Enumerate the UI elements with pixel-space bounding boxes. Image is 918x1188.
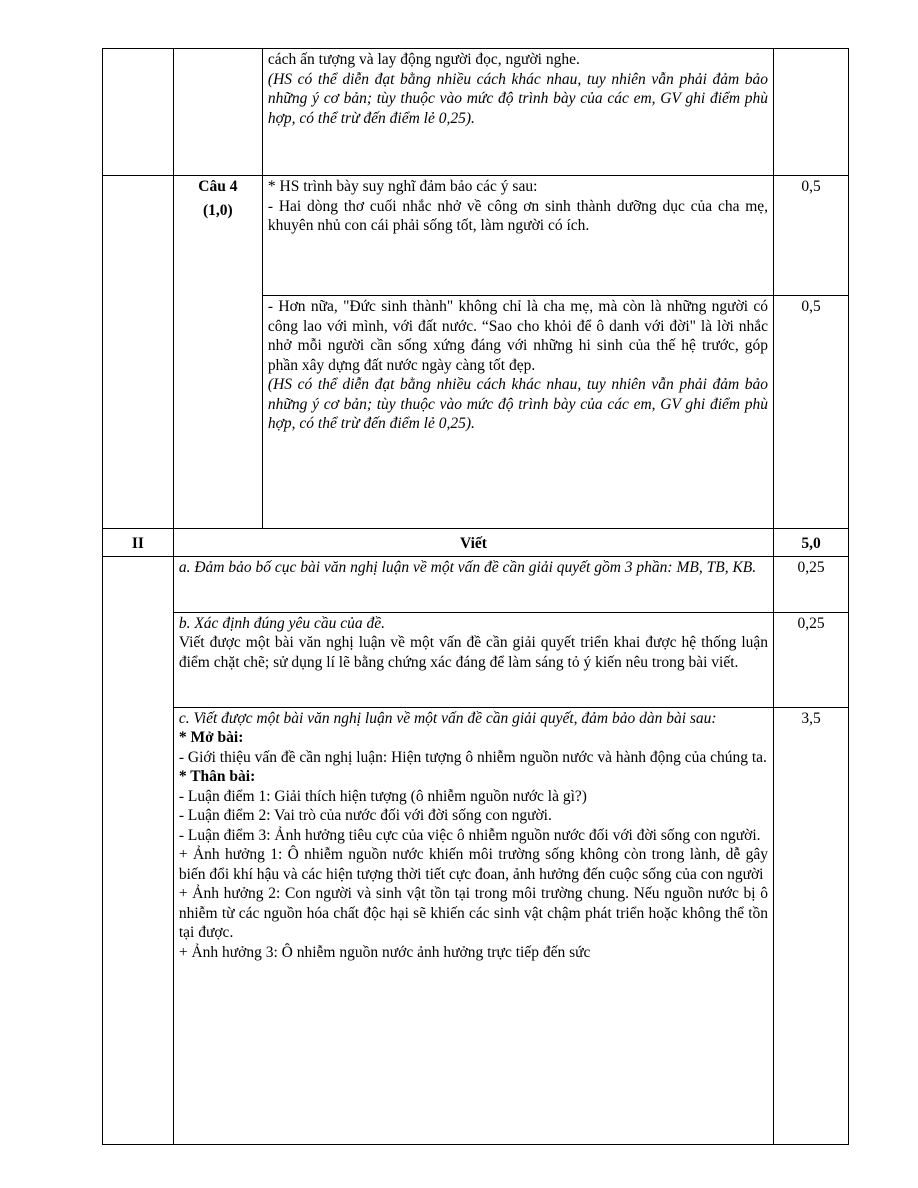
- score-cell: 0,5: [774, 296, 849, 529]
- table-row: [103, 49, 849, 176]
- question-cell: [173, 176, 262, 529]
- table-row: [103, 707, 849, 1144]
- table-row: [103, 612, 849, 707]
- criterion-a: a. Đảm bảo bố cục bài văn nghị luận về một vấn đề cần giải quyết gồm 3 phần: MB, TB, KB.: [173, 556, 773, 612]
- list-item: + Ảnh hưởng 1: Ô nhiễm nguồn nước khiến môi trường sống không còn trong lành, dễ gây biến đổi khí hậu và các hiện tượng thời tiết cực đoan, ảnh hưởng đến cuộc sống của con người: [178, 846, 769, 883]
- table-row: [103, 529, 849, 557]
- score-cell: 0,5: [774, 176, 849, 296]
- table-row: [103, 556, 849, 612]
- criterion-c: [173, 707, 773, 1144]
- score-cell: 0,25: [774, 556, 849, 612]
- list-item: - Luận điểm 3: Ảnh hưởng tiêu cực của việc ô nhiễm nguồn nước đối với đời sống con người.: [178, 826, 761, 844]
- than-bai-label: * Thân bài:: [178, 768, 256, 785]
- question-label: Câu 4: [198, 178, 238, 195]
- criterion-b: [173, 612, 773, 707]
- answer-cell: [262, 176, 773, 296]
- answer-cell: [262, 49, 773, 176]
- section-title: Viết: [173, 529, 773, 557]
- section-cell: [103, 556, 174, 1144]
- grading-note: (HS có thể diễn đạt bằng nhiều cách khác nhau, tuy nhiên vẫn phải đảm bảo những ý cơ bản; tùy thuộc vào mức độ trình bày của các em, GV ghi điểm phù hợp, có thể trừ đến điểm lẻ 0,25).: [267, 376, 769, 432]
- list-item: - Luận điểm 1: Giải thích hiện tượng (ô nhiễm nguồn nước là gì?): [178, 787, 587, 805]
- grading-rubric-table: [102, 48, 849, 1145]
- answer-text: - Hai dòng thơ cuối nhắc nhở về công ơn sinh thành dưỡng dục của cha mẹ, khuyên nhủ con cái phải sống tốt, làm người có ích.: [267, 197, 769, 234]
- answer-intro: * HS trình bày suy nghĩ đảm bảo các ý sau:: [267, 178, 538, 195]
- mo-bai-label: * Mở bài:: [178, 729, 244, 746]
- question-points: (1,0): [203, 201, 233, 219]
- section-cell: [103, 176, 174, 296]
- answer-text: cách ấn tượng và lay động người đọc, người nghe.: [267, 51, 580, 68]
- mo-bai-text: - Giới thiệu vấn đề cần nghị luận: Hiện tượng ô nhiễm nguồn nước và hành động của chúng ta.: [178, 748, 767, 766]
- score-cell: 3,5: [774, 707, 849, 1144]
- section-score: 5,0: [774, 529, 849, 557]
- score-cell: [774, 49, 849, 176]
- criterion-heading: c. Viết được một bài văn nghị luận về một vấn đề cần giải quyết, đảm bảo dàn bài sau:: [178, 709, 717, 727]
- section-cell: [103, 49, 174, 176]
- score-cell: 0,25: [774, 612, 849, 707]
- criterion-heading: b. Xác định đúng yêu cầu của đề.: [178, 614, 386, 632]
- list-item: - Luận điểm 2: Vai trò của nước đối với đời sống con người.: [178, 807, 552, 824]
- answer-text: - Hơn nữa, "Đức sinh thành" không chỉ là cha mẹ, mà còn là những người có công lao với mình, với đất nước. “Sao cho khỏi để ô danh với đời" là lời nhắc nhở mỗi người cần sống xứng đáng với những hi sinh của thế hệ trước, góp phần xây dựng đất nước ngày càng tốt đẹp.: [267, 298, 769, 374]
- table-row: [103, 176, 849, 296]
- criterion-text: Viết được một bài văn nghị luận về một vấn đề cần giải quyết triển khai được hệ thống luận điểm chặt chẽ; sử dụng lí lẽ bằng chứng xác đáng để làm sáng tỏ ý kiến nêu trong bài viết.: [178, 634, 769, 671]
- answer-cell: [262, 296, 773, 529]
- list-item: + Ảnh hưởng 2: Con người và sinh vật tồn tại trong môi trường chung. Nếu nguồn nước bị ô nhiễm từ các nguồn hóa chất độc hại sẽ khiến các sinh vật chậm phát triển hoặc không thể tồn tại được.: [178, 885, 769, 941]
- grading-note: (HS có thể diễn đạt bằng nhiều cách khác nhau, tuy nhiên vẫn phải đảm bảo những ý cơ bản; tùy thuộc vào mức độ trình bày của các em, GV ghi điểm phù hợp, có thể trừ đến điểm lẻ 0,25).: [267, 70, 769, 127]
- question-cell: [173, 49, 262, 176]
- list-item: + Ảnh hưởng 3: Ô nhiễm nguồn nước ảnh hưởng trực tiếp đến sức: [178, 943, 591, 961]
- section-number: II: [103, 529, 174, 557]
- section-cell: [103, 296, 174, 529]
